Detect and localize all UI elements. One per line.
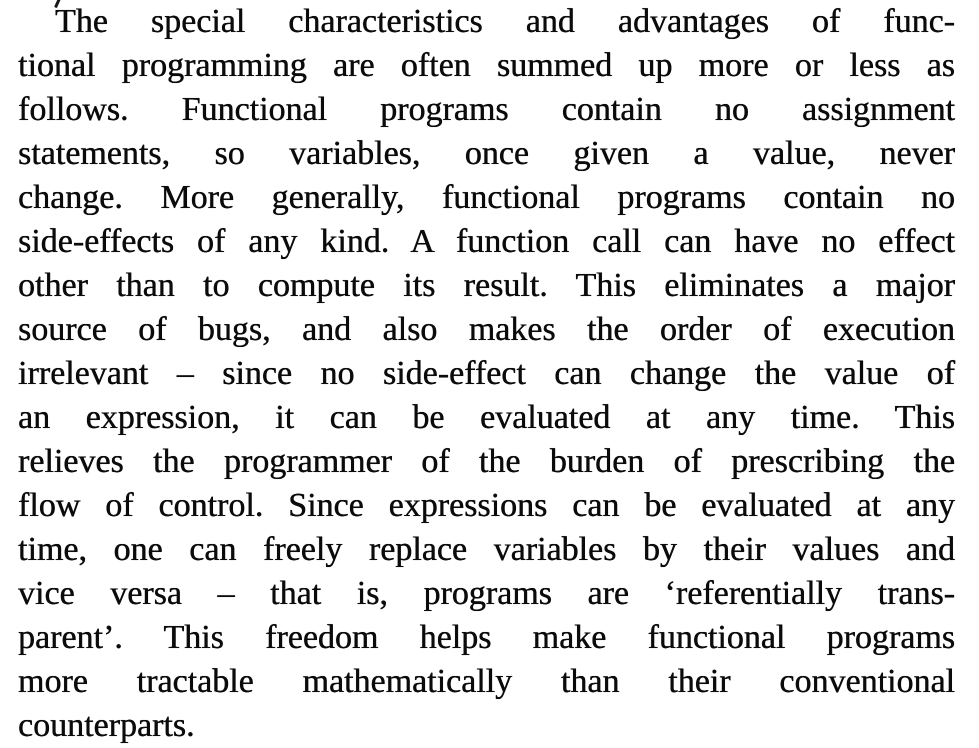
text-line: relieves the programmer of the burden of prescribing the (18, 443, 955, 480)
text-line: flow of control. Since expressions can be evaluated at any (18, 487, 955, 524)
text-line: an expression, it can be evaluated at any time. This (18, 399, 955, 436)
text-line: source of bugs, and also makes the order of execution (18, 311, 955, 348)
text-line: follows. Functional programs contain no assignment (18, 91, 955, 128)
text-line: other than to compute its result. This eliminates a major (18, 267, 955, 304)
text-line: change. More generally, functional programs contain no (18, 179, 955, 216)
text-line: counterparts. (18, 707, 195, 744)
text-line: irrelevant – since no side-effect can change the value of (18, 355, 955, 392)
text-line: vice versa – that is, programs are ‘referentially trans- (18, 575, 955, 612)
text-line: parent’. This freedom helps make functional programs (18, 619, 955, 656)
text-line: more tractable mathematically than their conventional (18, 663, 955, 700)
text-line: tional programming are often summed up more or less as (18, 47, 955, 84)
paragraph-text (18, 0, 955, 748)
text-line: time, one can freely replace variables by their values and (18, 531, 955, 568)
text-line: statements, so variables, once given a value, never (18, 135, 955, 172)
text-line: The special characteristics and advantages of func- (55, 3, 955, 40)
text-line: side-effects of any kind. A function call can have no effect (18, 223, 955, 260)
